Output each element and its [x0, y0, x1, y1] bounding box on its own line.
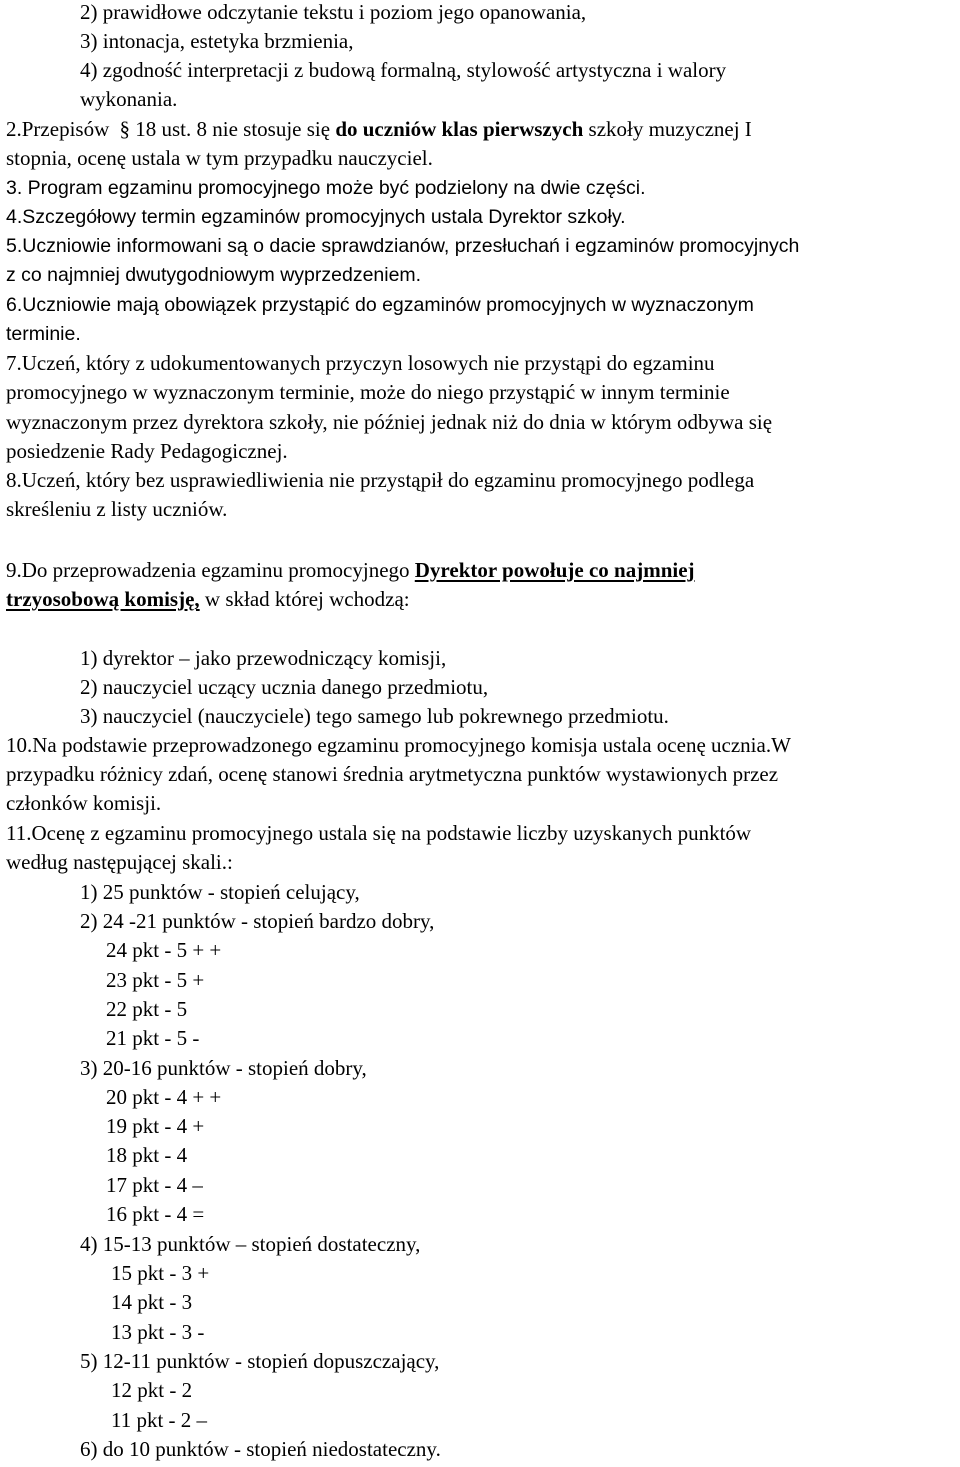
bold-underlined-phrase: trzyosobową komisję,: [6, 587, 200, 611]
paragraph-10: 10.Na podstawie przeprowadzonego egzaminu promocyjnego komisja ustala ocenę ucznia.W: [6, 733, 791, 757]
points-item: 24 pkt - 5 + +: [106, 938, 222, 962]
list-item: 4) zgodność interpretacji z budową formalną, stylowość artystyczna i walory: [80, 58, 727, 82]
paragraph-2-ref: 18 ust. 8 nie stosuje się: [135, 117, 331, 141]
text-line: [6, 585, 410, 614]
paragraph-3: 3. Program egzaminu promocyjnego może być podzielony na dwie części.: [6, 177, 646, 199]
text-line: z co najmniej dwutygodniowym wyprzedzeniem.: [6, 264, 422, 286]
paragraph-2-text: 2.Przepisów: [6, 117, 110, 141]
text-line: promocyjnego w wyznaczonym terminie, może do niego przystąpić w innym terminie: [6, 380, 730, 404]
list-item: 1) dyrektor – jako przewodniczący komisji,: [80, 646, 447, 670]
points-item: 13 pkt - 3 -: [111, 1320, 205, 1344]
paragraph-11: 11.Ocenę z egzaminu promocyjnego ustala się na podstawie liczby uzyskanych punktów: [6, 821, 752, 845]
paragraph-9: [6, 556, 695, 585]
paragraph-2: [6, 115, 752, 144]
text-line: wykonania.: [80, 87, 178, 111]
points-item: 12 pkt - 2: [111, 1378, 193, 1402]
list-item: 2) prawidłowe odczytanie tekstu i poziom jego opanowania,: [80, 0, 587, 24]
grade-item: 1) 25 punktów - stopień celujący,: [80, 880, 360, 904]
text-line: wyznaczonym przez dyrektora szkoły, nie później jednak niż do dnia w którym odbywa się: [6, 410, 773, 434]
paragraph-9-tail: w skład której wchodzą:: [204, 587, 410, 611]
paragraph-4: 4.Szczegółowy termin egzaminów promocyjnych ustala Dyrektor szkoły.: [6, 206, 626, 228]
section-sign: §: [119, 117, 130, 141]
points-item: 11 pkt - 2 –: [111, 1408, 208, 1432]
list-item: 3) nauczyciel (nauczyciele) tego samego lub pokrewnego przedmiotu.: [80, 704, 669, 728]
points-item: 20 pkt - 4 + +: [106, 1085, 222, 1109]
points-item: 15 pkt - 3 +: [111, 1261, 210, 1285]
points-item: 19 pkt - 4 +: [106, 1114, 205, 1138]
paragraph-5: 5.Uczniowie informowani są o dacie sprawdzianów, przesłuchań i egzaminów promocyjnych: [6, 235, 800, 257]
points-item: 22 pkt - 5: [106, 997, 188, 1021]
list-item: 2) nauczyciel uczący ucznia danego przedmiotu,: [80, 675, 489, 699]
grade-item: 4) 15-13 punktów – stopień dostateczny,: [80, 1232, 421, 1256]
grade-item: 3) 20-16 punktów - stopień dobry,: [80, 1056, 367, 1080]
points-item: 21 pkt - 5 -: [106, 1026, 200, 1050]
paragraph-2-tail: szkoły muzycznej I: [588, 117, 752, 141]
bold-phrase: do uczniów klas pierwszych: [335, 117, 584, 141]
list-item: 3) intonacja, estetyka brzmienia,: [80, 29, 354, 53]
text-line: terminie.: [6, 323, 81, 345]
points-item: 23 pkt - 5 +: [106, 968, 205, 992]
paragraph-8: 8.Uczeń, który bez usprawiedliwienia nie przystąpił do egzaminu promocyjnego podlega: [6, 468, 755, 492]
text-line: posiedzenie Rady Pedagogicznej.: [6, 439, 288, 463]
text-line: stopnia, ocenę ustala w tym przypadku nauczyciel.: [6, 146, 433, 170]
points-item: 16 pkt - 4 =: [106, 1202, 205, 1226]
text-line: członków komisji.: [6, 791, 162, 815]
text-line: skreśleniu z listy uczniów.: [6, 497, 228, 521]
grade-item: 6) do 10 punktów - stopień niedostateczny.: [80, 1437, 441, 1461]
points-item: 18 pkt - 4: [106, 1143, 188, 1167]
text-line: przypadku różnicy zdań, ocenę stanowi średnia arytmetyczna punktów wystawionych przez: [6, 762, 779, 786]
points-item: 17 pkt - 4 –: [106, 1173, 203, 1197]
paragraph-7: 7.Uczeń, który z udokumentowanych przyczyn losowych nie przystąpi do egzaminu: [6, 351, 715, 375]
paragraph-6: 6.Uczniowie mają obowiązek przystąpić do egzaminów promocyjnych w wyznaczonym: [6, 294, 754, 316]
grade-item: 5) 12-11 punktów - stopień dopuszczający,: [80, 1349, 440, 1373]
bold-underlined-phrase: Dyrektor powołuje co najmniej: [414, 558, 695, 582]
grade-item: 2) 24 -21 punktów - stopień bardzo dobry,: [80, 909, 435, 933]
text-line: według następującej skali.:: [6, 850, 233, 874]
points-item: 14 pkt - 3: [111, 1290, 193, 1314]
paragraph-9-text: 9.Do przeprowadzenia egzaminu promocyjnego: [6, 558, 410, 582]
